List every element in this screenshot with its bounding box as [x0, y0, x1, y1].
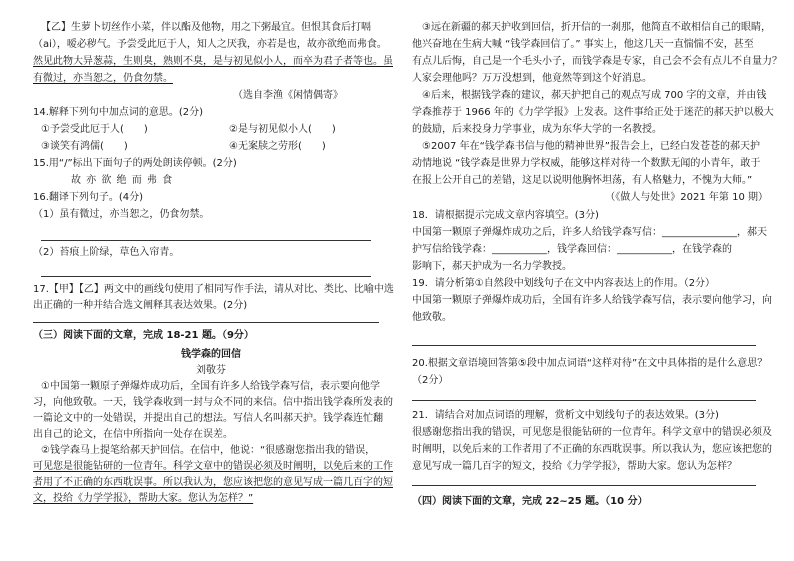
para-4-line-2: 学森推荐于 1966 年的《力学学报》上发表。这件事给正处于迷茫的郝天护以极大: [412, 107, 774, 118]
q14-item-3: ③谈笑有鸿儒( ): [41, 141, 128, 152]
passage-yi-line-4: 有微过，亦当恕之，仍食勿禁。: [33, 73, 173, 84]
article-title: 钱学森的回信: [181, 349, 241, 360]
para-3-line-3: 有点儿后悔，自己是一个毛头小子，而钱学森是专家，自己会不会有点儿不自量力？: [412, 56, 782, 67]
q21-quote-2: 时阐明，以免后来的工作者用了不正确的东西耽误事。所以我认为，您应该把您的: [412, 444, 772, 455]
passage-yi-line-3: 然见此物大异葱蒜，生则臭，熟则不臭，是与初见似小人，而卒为君子者等也。虽: [33, 56, 393, 67]
para-3-line-4: 人家会理他吗？万万没想到，他竟然等到这个好消息。: [412, 73, 652, 84]
para-3-line-2: 他兴奋地在生病大喊 “钱学森回信了。” 事实上，他这几天一直惴惴不安，甚至: [412, 39, 754, 50]
q18-title: 18．请根据提示完成文章内容填空。(3分): [412, 210, 599, 221]
para-1-line-3: 一篇论文中的一处错误，并提出自己的想法。写信人名叫郝天护。钱学森连忙翻: [33, 413, 383, 424]
q16-answer-line-1[interactable]: [41, 240, 371, 241]
q14-title: 14.解释下列句中加点词的意思。(2分): [33, 107, 204, 118]
q16-sentence-1: （1）虽有微过，亦当恕之，仍食勿禁。: [33, 209, 210, 220]
para-2-line-4: 文，投给《力学学报》，帮助大家。您认为怎样？”: [33, 493, 254, 504]
q21-answer-line[interactable]: [412, 485, 756, 486]
q17-line-2: 出正确的一种并结合选文阐释其表达效果。(2分): [33, 300, 248, 311]
q15-title: 15.用“/”标出下面句子的两处朗读停顿。(2分): [33, 158, 237, 169]
q18-fill-2: 护写信给钱学森：___________，钱学森回信：___________，在钱学森的: [412, 244, 732, 255]
q14-item-1: ①予尝受此厄于人( ): [41, 124, 148, 135]
q20-line-1: 20.根据文章语境回答第⑤段中加点词语“这样对待”在文中具体指的是什么意思？: [412, 358, 768, 369]
q19-quote-1: 中国第一颗原子弹爆炸成功后，全国有许多人给钱学森写信，表示要向他学习，向: [412, 295, 772, 306]
q16-answer-line-2[interactable]: [41, 276, 371, 277]
passage-yi-line-2: （ai），嗳必秽气。予尝受此厄于人，知人之厌我，亦若是也，故亦欲绝而弗食。: [33, 39, 387, 50]
q20-answer-line[interactable]: [412, 400, 756, 401]
para-4-line-1: ④后来，根据钱学森的建议，郝天护把自己的观点写成 700 字的文章，并由钱: [422, 90, 767, 101]
q16-title: 16.翻译下列句子。(4分): [33, 192, 144, 203]
para-1-line-4: 出自己的论文，在信中所指向一处存在误差。: [33, 429, 233, 440]
q19-title: 19．请分析第①自然段中划线句子在文中内容表达上的作用。（2分）: [412, 278, 716, 289]
q21-quote-3: 意见写成一篇几百字的短文，投给《力学学报》，帮助大家。您认为怎样？: [412, 461, 737, 472]
para-1-line-2: 习，向他致敬。一天，钱学森收到一封与众不同的来信。信中指出钱学森所发表的: [33, 397, 393, 408]
q17-answer-line[interactable]: [33, 322, 379, 323]
q18-fill-1: 中国第一颗原子弹爆炸成功之后，许多人给钱学森写信：_______________，郝天: [412, 227, 767, 238]
para-5-line-2: 动情地说 “钱学森是世界力学权威，能够这样对待一个数默无闻的小青年，敢于: [412, 158, 761, 169]
para-4-line-3: 的鼓励，后来投身力学事业，成为东华大学的一名教授。: [412, 124, 662, 135]
q19-quote-2: 他致敬。: [412, 312, 452, 323]
para-5-line-3: 在报上公开自己的差错，这足以说明他胸怀坦荡，有人格魅力，不愧为大师。”: [412, 175, 753, 186]
passage-yi-line-1: 【乙】生萝卜切丝作小菜，伴以酯及他物，用之下粥最宜。但恨其食后打嗝: [41, 22, 371, 33]
q16-sentence-2: （2）苔痕上阶绿，草色入帘青。: [33, 247, 180, 258]
q19-answer-line[interactable]: [412, 345, 756, 346]
passage-source: （选自李渔《闲情偶寄》: [233, 90, 343, 101]
q18-fill-3: 影响下，郝天护成为一名力学教授。: [412, 261, 572, 272]
para-1-line-1: ①中国第一颗原子弹爆炸成功后，全国有许多人给钱学森写信，表示要向他学: [41, 381, 380, 392]
para-2-line-1: ②钱学森马上提笔给郝天护回信。在信中，他说：“很感谢您指出我的错误，: [41, 445, 376, 456]
section-3-heading: （三）阅读下面的文章，完成 18-21 题。（9分）: [33, 330, 254, 341]
q14-item-4: ④无案牍之劳形( ): [229, 141, 326, 152]
q15-sentence: 故 亦 欲 绝 而 弗 食: [71, 175, 174, 186]
q21-title: 21．请结合对加点词语的理解，赏析文中划线句子的表达效果。(3分): [412, 410, 719, 421]
q17-line-1: 17.【甲】【乙】两文中的画线句使用了相同写作手法，请从对比、类比、比喻中选: [33, 284, 394, 295]
q21-quote-1: 很感谢您指出我的错误，可见您是很能钻研的一位青年。科学文章中的错误必须及: [412, 427, 772, 438]
para-5-source: （《做人与处世》2021 年第 10 期）: [605, 192, 768, 203]
article-author: 刘敬芬: [196, 365, 226, 376]
section-4-heading: （四）阅读下面的文章，完成 22~25 题。（10 分）: [412, 496, 648, 507]
para-2-line-3: 者用了不正确的东西耽误事。所以我认为，您应该把您的意见写成一篇几百字的短: [33, 477, 393, 488]
para-5-line-1: ⑤2007 年在“钱学森书信与他的精神世界”报告会上，已经白发苍苍的郝天护: [422, 141, 760, 152]
q20-line-2: （2分）: [412, 375, 449, 386]
para-3-line-1: ③远在新疆的郝天护收到回信，折开信的一刹那，他简直不敢相信自己的眼睛，: [422, 22, 771, 33]
q14-item-2: ②是与初见似小人( ): [229, 124, 336, 135]
para-2-line-2: 可见您是很能钻研的一位青年。科学文章中的错误必须及时阐明，以免后来的工作: [33, 461, 393, 472]
